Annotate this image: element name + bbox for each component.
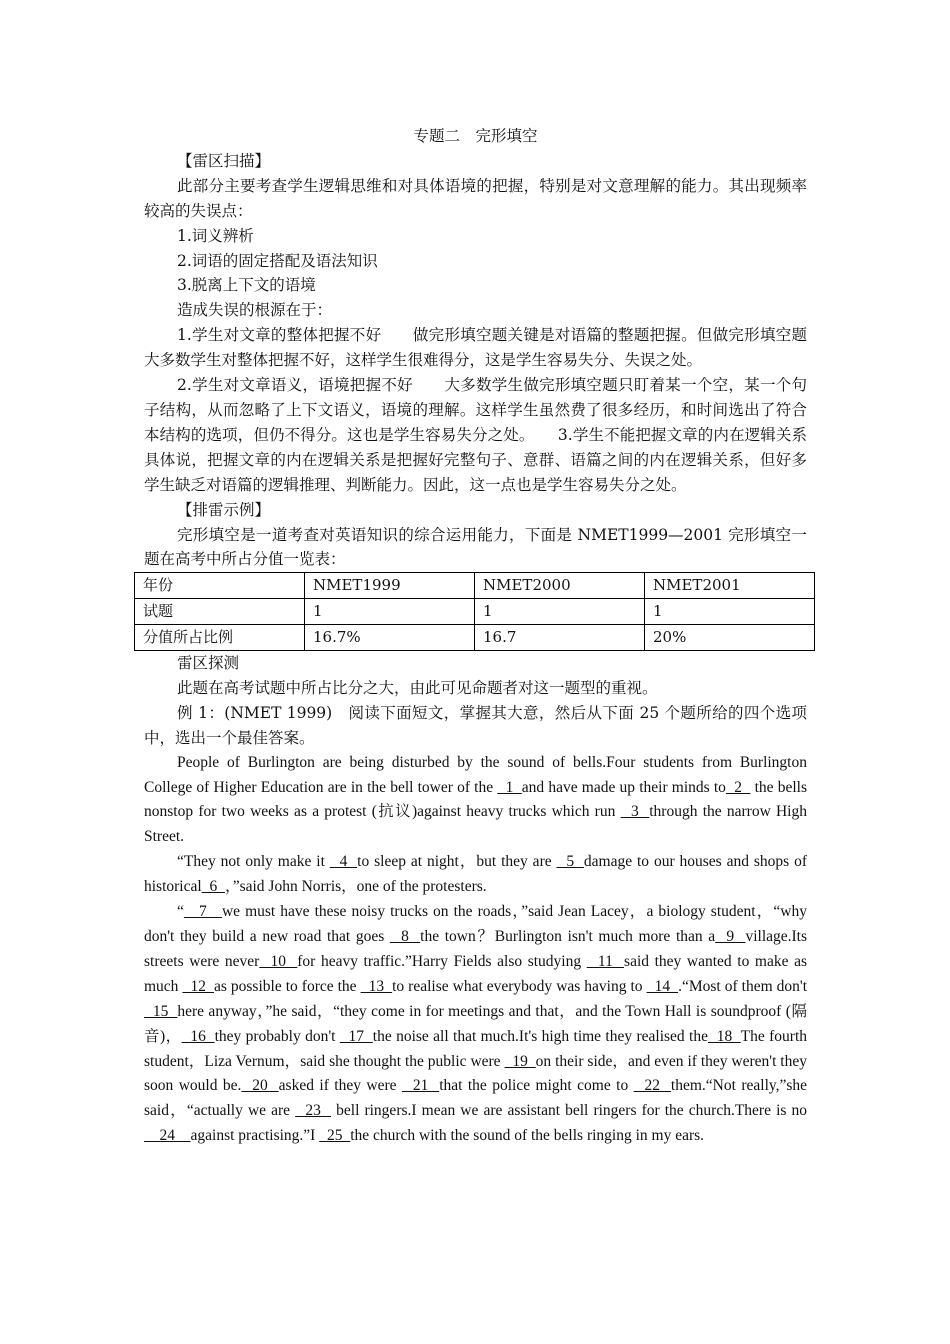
blank-9: 9 — [715, 928, 746, 945]
blank-6: 6 — [201, 878, 225, 896]
table-cell: 1 — [305, 599, 475, 625]
blank-3: 3 — [620, 803, 650, 821]
blank-5: 5 — [556, 853, 584, 871]
blank-17: 17 — [339, 1027, 373, 1045]
blank-13: 13 — [360, 977, 393, 995]
error-point-3: 3.脱离上下文的语境 — [177, 276, 316, 295]
passage-paragraph-2: “They not only make it 4 to sleep at night，but they are 5 damage to our houses and shops of historical 6 ，”said John Norris，one of the protesters. — [144, 853, 808, 896]
blank-22: 22 — [633, 1077, 671, 1095]
table-cell: 16.7 — [475, 625, 645, 651]
passage-paragraph-3: “ 7 we must have these noisy trucks on the roads，”said Jean Lacey，a biology student，“why don't they build a new road that goes 8 the town？Burlington isn't much more than a 9 village.Its streets were never 10 for heavy traffic.”Harry Fields also studying 11 said they wanted to make as much 12 as possible to force the 13 to realise what everybody was having to 14 .“Most of them don't 15 here anyway，”he said，“they come in for meetings and that，and the Town Hall is soundproof (隔音)， 16 they probably don't 17 the noise all that much.It's high time they realised the 18 The fourth student，Liza Vernum，said she thought the public were 19 on their side，and even if they weren't they soon would be. 20 asked if they were 21 that the police might come to 22 them.“Not really,”she said，“actually we are 23 bell ringers.I mean we are assistant bell ringers for the church.There is no 24 against practising.”I 25 the church with the sound of the bells ringing in my ears. — [144, 903, 808, 1145]
blank-10: 10 — [259, 952, 298, 970]
table-cell: NMET2001 — [645, 573, 815, 599]
blank-4: 4 — [329, 853, 358, 871]
blank-23: 23 — [295, 1102, 332, 1120]
section-heading-scan: 【雷区扫描】 — [177, 151, 271, 170]
table-cell: 1 — [645, 599, 815, 625]
blank-25: 25 — [319, 1127, 351, 1145]
table-cell: NMET1999 — [305, 573, 475, 599]
score-table — [134, 572, 815, 651]
blank-21: 21 — [401, 1077, 440, 1095]
blank-12: 12 — [182, 977, 214, 995]
section-heading-examples: 【排雷示例】 — [177, 500, 271, 519]
blank-8: 8 — [389, 928, 421, 945]
blank-15: 15 — [144, 1002, 178, 1020]
blank-24: 24 — [144, 1127, 191, 1145]
blank-19: 19 — [504, 1052, 536, 1070]
blank-16: 16 — [181, 1027, 215, 1045]
table-intro-paragraph: 完形填空是一道考查对英语知识的综合运用能力，下面是 NMET1999—2001 完形填空一题在高考中所占分值一览表： — [144, 525, 807, 569]
table-row — [135, 625, 815, 651]
example-intro: 例 1：(NMET 1999) 阅读下面短文，掌握其大意，然后从下面 25 个题所给的四个选项中，选出一个最佳答案。 — [144, 703, 807, 747]
probe-label: 雷区探测 — [177, 654, 240, 673]
table-cell: NMET2000 — [475, 573, 645, 599]
blank-1: 1 — [497, 778, 522, 796]
probe-paragraph: 此题在高考试题中所占比分之大，由此可见命题者对这一题型的重视。 — [177, 678, 658, 697]
blank-18: 18 — [707, 1027, 741, 1045]
passage-paragraph-1: People of Burlington are being disturbed by the sound of bells.Four students from Burlington College of Higher Education are in the bell tower of the 1 and have made up their minds to 2 the bells nonstop for two weeks as a protest (抗议)against heavy trucks which run 3 through the narrow High Street. — [144, 753, 807, 846]
document-page — [143, 124, 839, 1149]
table-cell: 1 — [475, 599, 645, 625]
blank-2: 2 — [725, 778, 751, 796]
intro-paragraph: 此部分主要考查学生逻辑思维和对具体语境的把握，特别是对文意理解的能力。其出现频率较高的失误点： — [144, 176, 807, 220]
error-point-2: 2.词语的固定搭配及语法知识 — [177, 251, 378, 270]
table-cell: 20% — [645, 625, 815, 651]
blank-11: 11 — [586, 952, 625, 970]
cause-2-paragraph: 2.学生对文章语义，语境把握不好 大多数学生做完形填空题只盯着某一个空，某一个句子结构，从而忽略了上下文语义，语境的理解。这样学生虽然费了很多经历，和时间选出了符合本结构的选项，但仍不得分。这也是学生容易失分之处。 3.学生不能把握文章的内在逻辑关系 具体说，把握文章的内在逻辑关系是把握好完整句子、意群、语篇之间的内在逻辑关系，但好多学生缺乏对语篇的逻辑推理、判断能力。因此，这一点也是学生容易失分之处。 — [144, 376, 839, 494]
blank-14: 14 — [646, 977, 679, 995]
table-cell: 年份 — [135, 573, 305, 599]
table-cell: 试题 — [135, 599, 305, 625]
table-cell: 分值所占比例 — [135, 625, 305, 651]
cause-1-paragraph: 1.学生对文章的整体把握不好 做完形填空题关键是对语篇的整题把握。但做完形填空题大多数学生对整体把握不好，这样学生很难得分，这是学生容易失分、失误之处。 — [144, 326, 807, 370]
table-row — [135, 573, 815, 599]
blank-7: 7 — [183, 903, 222, 921]
blank-20: 20 — [241, 1077, 279, 1095]
root-cause-label: 造成失误的根源在于： — [177, 301, 333, 320]
page-title: 专题二 完形填空 — [413, 127, 538, 145]
error-point-1: 1.词义辨析 — [177, 226, 254, 245]
table-row — [135, 599, 815, 625]
table-cell: 16.7% — [305, 625, 475, 651]
